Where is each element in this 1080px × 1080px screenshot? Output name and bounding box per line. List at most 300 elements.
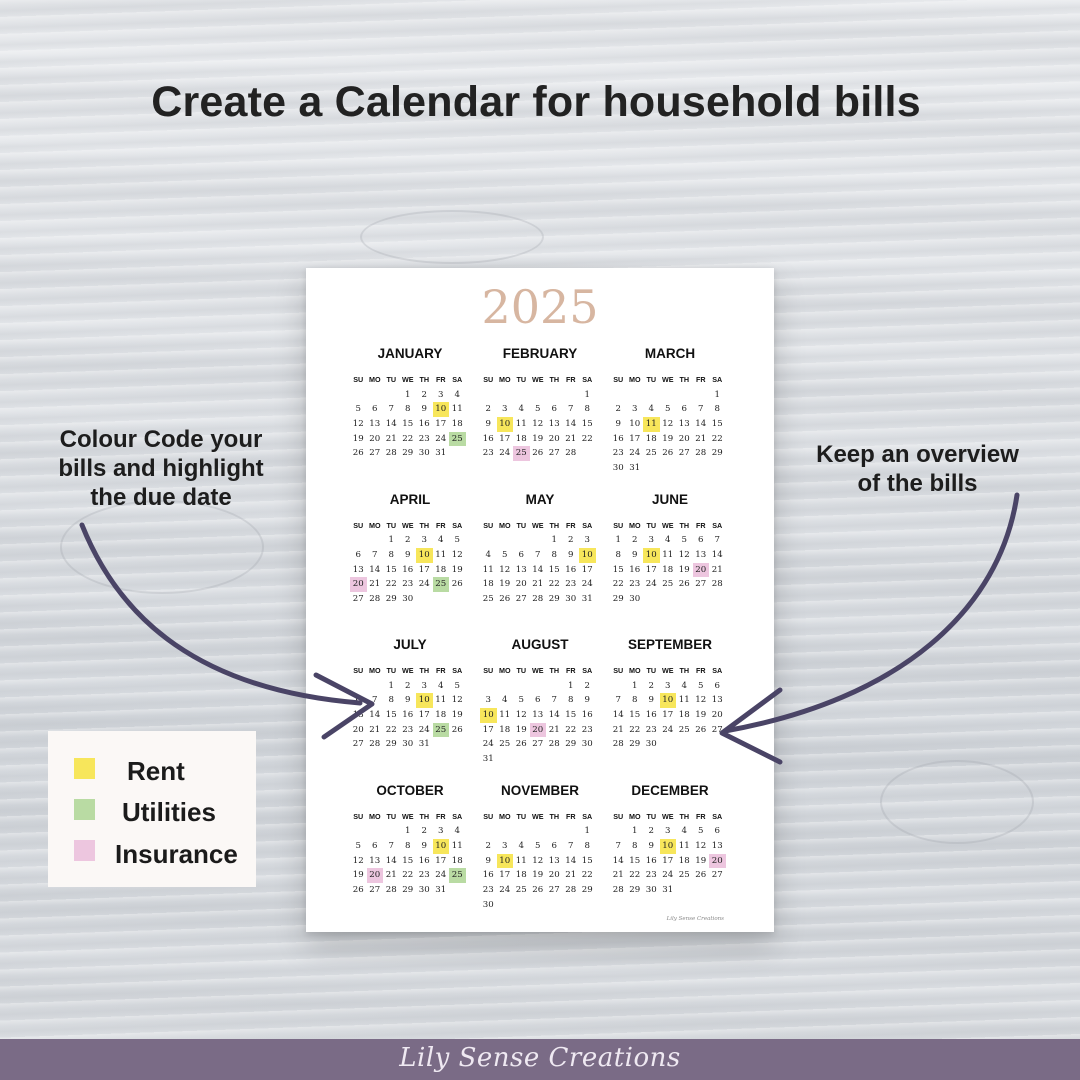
day: 11 <box>499 710 511 721</box>
day: 9 <box>405 695 411 706</box>
day: 14 <box>385 855 397 866</box>
weekday-label: TU <box>646 520 657 530</box>
day: 6 <box>714 826 720 837</box>
day: 13 <box>532 710 544 721</box>
weekday-label: TU <box>646 811 657 821</box>
day: 19 <box>695 710 707 721</box>
weekday-label: MO <box>368 811 381 821</box>
weekday-label: SU <box>613 375 624 384</box>
day: 12 <box>695 840 707 851</box>
day: 15 <box>581 855 593 866</box>
day: 19 <box>662 433 674 444</box>
day: 16 <box>645 710 657 721</box>
day: 21 <box>711 564 723 575</box>
day: 9 <box>485 419 491 430</box>
day: 12 <box>451 549 463 560</box>
day: 18 <box>451 855 463 866</box>
day-insurance: 20 <box>693 563 710 578</box>
day: 27 <box>352 739 364 750</box>
day: 19 <box>532 870 544 881</box>
day: 16 <box>565 564 577 575</box>
day: 7 <box>388 840 394 851</box>
day: 11 <box>662 549 674 560</box>
day: 27 <box>678 448 690 459</box>
month-name: NOVEMBER <box>500 782 579 798</box>
day: 24 <box>418 724 430 735</box>
day: 11 <box>451 840 463 851</box>
day: 29 <box>565 739 577 750</box>
day: 22 <box>629 870 641 881</box>
weekday-label: FR <box>565 811 576 821</box>
day: 8 <box>388 695 394 706</box>
month-name: JANUARY <box>377 346 443 361</box>
legend-swatch-utilities <box>74 799 95 820</box>
weekday-label: TU <box>386 811 397 821</box>
day: 22 <box>629 724 641 735</box>
day: 14 <box>711 549 723 560</box>
weekday-label: FR <box>695 520 706 530</box>
weekday-label: SU <box>613 666 624 675</box>
day: 9 <box>421 404 427 415</box>
day: 7 <box>568 840 574 851</box>
day: 12 <box>499 564 511 575</box>
day-rent: 10 <box>480 708 497 723</box>
day: 17 <box>662 855 674 866</box>
day: 9 <box>648 695 654 706</box>
day: 17 <box>418 710 430 721</box>
day: 6 <box>698 535 704 546</box>
day: 28 <box>532 593 544 604</box>
weekday-label: WE <box>531 666 544 675</box>
weekday-label: WE <box>401 375 414 384</box>
day: 27 <box>352 593 364 604</box>
day: 29 <box>548 593 560 604</box>
day: 26 <box>532 884 544 895</box>
day: 19 <box>515 724 527 735</box>
day: 8 <box>551 549 557 560</box>
weekday-label: FR <box>435 375 446 384</box>
day: 12 <box>352 855 364 866</box>
day: 31 <box>662 884 674 895</box>
day-utilities: 25 <box>433 723 450 738</box>
day: 13 <box>369 419 381 430</box>
day: 28 <box>548 739 560 750</box>
day: 1 <box>405 826 411 837</box>
day: 31 <box>482 754 494 765</box>
day: 17 <box>645 564 657 575</box>
callout-right-line: of the bills <box>857 470 978 497</box>
day: 26 <box>678 579 690 590</box>
day: 6 <box>372 404 378 415</box>
day-insurance: 25 <box>513 446 530 461</box>
day: 15 <box>385 564 397 575</box>
day: 7 <box>388 404 394 415</box>
day: 23 <box>402 579 414 590</box>
weekday-label: FR <box>435 520 446 530</box>
month-name: AUGUST <box>511 637 569 652</box>
day: 4 <box>454 389 460 400</box>
day: 6 <box>714 680 720 691</box>
day: 26 <box>695 870 707 881</box>
headline: Create a Calendar for household bills <box>151 78 921 126</box>
day: 30 <box>418 884 430 895</box>
day: 11 <box>482 564 494 575</box>
weekday-label: TU <box>386 666 397 675</box>
weekday-label: SA <box>452 375 463 384</box>
day: 7 <box>372 549 378 560</box>
day: 20 <box>548 433 560 444</box>
callout-right-line: Keep an overview <box>816 441 1019 468</box>
day: 2 <box>648 680 654 691</box>
day: 30 <box>418 448 430 459</box>
weekday-label: TU <box>516 375 527 384</box>
day-rent: 10 <box>497 417 514 432</box>
day: 10 <box>629 419 641 430</box>
day: 9 <box>421 840 427 851</box>
day: 17 <box>435 855 447 866</box>
day: 21 <box>532 579 544 590</box>
day: 4 <box>681 826 687 837</box>
day: 11 <box>515 855 527 866</box>
day-insurance: 20 <box>367 868 384 883</box>
day: 2 <box>405 535 411 546</box>
weekday-label: MO <box>628 520 641 530</box>
day: 19 <box>499 579 511 590</box>
day: 18 <box>435 710 447 721</box>
day: 19 <box>352 433 364 444</box>
day: 7 <box>615 840 621 851</box>
weekday-label: FR <box>435 666 446 675</box>
day: 22 <box>581 870 593 881</box>
weekday-label: FR <box>565 375 576 384</box>
month-name: JUNE <box>651 491 688 507</box>
day: 15 <box>565 710 577 721</box>
weekday-label: TU <box>516 520 527 530</box>
day: 8 <box>714 404 720 415</box>
weekday-label: TU <box>516 666 527 675</box>
day: 29 <box>612 593 624 604</box>
day: 9 <box>485 855 491 866</box>
day: 6 <box>681 404 687 415</box>
weekday-label: MO <box>498 375 511 384</box>
day: 2 <box>485 404 491 415</box>
month-name: SEPTEMBER <box>627 637 712 652</box>
day: 15 <box>385 710 397 721</box>
day: 11 <box>678 840 690 851</box>
day: 5 <box>355 404 361 415</box>
day-rent: 10 <box>643 548 660 563</box>
day: 18 <box>482 579 494 590</box>
weekday-label: TH <box>679 666 690 675</box>
day: 18 <box>678 710 690 721</box>
day: 20 <box>711 710 723 721</box>
day: 21 <box>565 870 577 881</box>
day: 24 <box>499 884 511 895</box>
day: 6 <box>551 404 557 415</box>
weekday-label: MO <box>628 375 641 384</box>
day: 23 <box>629 579 641 590</box>
callout-left-line: the due date <box>90 484 232 511</box>
day: 21 <box>369 579 381 590</box>
callout-left-line: Colour Code your <box>59 426 263 453</box>
day: 15 <box>402 855 414 866</box>
day: 19 <box>532 433 544 444</box>
weekday-label: SA <box>582 666 593 675</box>
day: 3 <box>665 680 671 691</box>
day: 28 <box>695 448 707 459</box>
month-name: MAY <box>525 491 555 507</box>
day: 7 <box>551 695 557 706</box>
weekday-label: SU <box>483 811 494 821</box>
day: 2 <box>632 535 638 546</box>
weekday-label: MO <box>368 375 381 384</box>
day: 16 <box>418 855 430 866</box>
month-name: MARCH <box>644 346 696 361</box>
day: 3 <box>648 535 654 546</box>
day: 27 <box>695 579 707 590</box>
weekday-label: FR <box>695 375 706 384</box>
day: 27 <box>548 448 560 459</box>
weekday-label: TH <box>549 811 560 821</box>
day: 13 <box>548 419 560 430</box>
brand-name: Lily Sense Creations <box>399 1043 681 1073</box>
day: 1 <box>568 680 574 691</box>
day: 4 <box>438 535 444 546</box>
day: 24 <box>435 870 447 881</box>
day: 3 <box>438 389 444 400</box>
day: 15 <box>711 419 723 430</box>
sheet-credit: Lily Sense Creations <box>666 916 724 922</box>
day: 4 <box>665 535 671 546</box>
weekday-label: SA <box>582 520 593 530</box>
day: 22 <box>402 433 414 444</box>
day: 16 <box>629 564 641 575</box>
day: 9 <box>648 840 654 851</box>
day: 6 <box>551 840 557 851</box>
day: 14 <box>369 710 381 721</box>
day: 15 <box>612 564 624 575</box>
day-insurance: 20 <box>530 723 547 738</box>
day: 29 <box>581 884 593 895</box>
day: 22 <box>402 870 414 881</box>
day: 2 <box>421 389 427 400</box>
day: 4 <box>518 840 524 851</box>
day: 24 <box>435 433 447 444</box>
weekday-label: FR <box>435 811 446 821</box>
day: 29 <box>385 593 397 604</box>
day: 3 <box>485 695 491 706</box>
day: 7 <box>535 549 541 560</box>
day: 22 <box>385 724 397 735</box>
day: 12 <box>532 855 544 866</box>
legend-label-insurance: Insurance <box>115 839 238 869</box>
day: 5 <box>681 535 687 546</box>
day: 27 <box>515 593 527 604</box>
day: 2 <box>568 535 574 546</box>
weekday-label: SA <box>712 375 723 384</box>
day: 24 <box>482 739 494 750</box>
day: 19 <box>695 855 707 866</box>
day: 13 <box>369 855 381 866</box>
day: 5 <box>355 840 361 851</box>
callout-left-line: bills and highlight <box>58 455 264 482</box>
day: 17 <box>418 564 430 575</box>
day: 16 <box>482 870 494 881</box>
weekday-label: TH <box>549 520 560 530</box>
day: 2 <box>648 826 654 837</box>
day: 26 <box>532 448 544 459</box>
day: 21 <box>369 724 381 735</box>
weekday-label: FR <box>565 520 576 530</box>
day: 8 <box>632 695 638 706</box>
day: 29 <box>385 739 397 750</box>
day: 22 <box>612 579 624 590</box>
day: 5 <box>535 840 541 851</box>
day: 13 <box>711 695 723 706</box>
day-rent: 10 <box>660 839 677 854</box>
day: 23 <box>482 448 494 459</box>
day: 30 <box>645 884 657 895</box>
day: 17 <box>499 870 511 881</box>
weekday-label: MO <box>628 811 641 821</box>
day: 26 <box>451 724 463 735</box>
day: 19 <box>352 870 364 881</box>
day: 25 <box>678 724 690 735</box>
day: 26 <box>451 579 463 590</box>
weekday-label: TH <box>419 375 430 384</box>
day: 12 <box>352 419 364 430</box>
day: 3 <box>584 535 590 546</box>
weekday-label: SU <box>353 666 364 675</box>
day: 5 <box>698 826 704 837</box>
weekday-label: SA <box>452 520 463 530</box>
weekday-label: WE <box>531 811 544 821</box>
day: 21 <box>385 870 397 881</box>
day: 4 <box>681 680 687 691</box>
weekday-label: WE <box>401 811 414 821</box>
day: 26 <box>352 448 364 459</box>
month-name: FEBRUARY <box>502 346 578 361</box>
day: 17 <box>662 710 674 721</box>
day: 31 <box>435 884 447 895</box>
day: 28 <box>385 448 397 459</box>
day: 5 <box>665 404 671 415</box>
day: 29 <box>711 448 723 459</box>
day: 21 <box>385 433 397 444</box>
weekday-label: MO <box>498 811 511 821</box>
day: 25 <box>645 448 657 459</box>
day: 8 <box>568 695 574 706</box>
day: 8 <box>405 404 411 415</box>
day: 28 <box>612 884 624 895</box>
day: 12 <box>451 695 463 706</box>
day: 1 <box>632 826 638 837</box>
day: 3 <box>421 535 427 546</box>
day: 16 <box>645 855 657 866</box>
day: 22 <box>711 433 723 444</box>
day: 3 <box>502 840 508 851</box>
weekday-label: TH <box>419 666 430 675</box>
day: 18 <box>662 564 674 575</box>
month-name: OCTOBER <box>376 782 444 798</box>
day: 27 <box>369 884 381 895</box>
day: 12 <box>532 419 544 430</box>
day: 6 <box>372 840 378 851</box>
day: 15 <box>629 855 641 866</box>
weekday-label: FR <box>565 666 576 675</box>
day: 26 <box>515 739 527 750</box>
day: 12 <box>515 710 527 721</box>
day: 4 <box>485 549 491 560</box>
day: 5 <box>454 535 460 546</box>
day: 13 <box>352 710 364 721</box>
day: 17 <box>482 724 494 735</box>
day: 8 <box>632 840 638 851</box>
day: 17 <box>435 419 447 430</box>
day: 5 <box>535 404 541 415</box>
day: 23 <box>565 579 577 590</box>
day: 22 <box>565 724 577 735</box>
day: 14 <box>695 419 707 430</box>
day: 27 <box>532 739 544 750</box>
legend-swatch-rent <box>74 758 95 779</box>
calendar-year: 2025 <box>481 280 599 334</box>
day: 23 <box>645 724 657 735</box>
day: 21 <box>565 433 577 444</box>
weekday-label: WE <box>531 375 544 384</box>
day: 4 <box>518 404 524 415</box>
day: 4 <box>454 826 460 837</box>
weekday-label: SA <box>452 811 463 821</box>
month-name: APRIL <box>389 491 431 507</box>
day: 1 <box>405 389 411 400</box>
day: 25 <box>678 870 690 881</box>
weekday-label: SA <box>712 666 723 675</box>
day: 2 <box>485 840 491 851</box>
day: 16 <box>418 419 430 430</box>
day: 4 <box>648 404 654 415</box>
day: 28 <box>369 739 381 750</box>
day: 28 <box>385 884 397 895</box>
weekday-label: SU <box>613 811 624 821</box>
day: 27 <box>711 870 723 881</box>
day: 1 <box>388 535 394 546</box>
day: 25 <box>482 593 494 604</box>
day: 13 <box>695 549 707 560</box>
weekday-label: WE <box>531 520 544 530</box>
weekday-label: TU <box>646 375 657 384</box>
left-arrowhead-icon <box>316 675 372 737</box>
day: 19 <box>678 564 690 575</box>
day: 11 <box>435 549 447 560</box>
day: 21 <box>612 724 624 735</box>
day: 30 <box>612 463 624 474</box>
day: 18 <box>515 870 527 881</box>
day: 9 <box>615 419 621 430</box>
day: 9 <box>584 695 590 706</box>
day: 1 <box>388 680 394 691</box>
day: 1 <box>551 535 557 546</box>
day: 4 <box>502 695 508 706</box>
day-rent: 10 <box>416 548 433 563</box>
day: 17 <box>581 564 593 575</box>
day: 7 <box>615 695 621 706</box>
day: 16 <box>402 710 414 721</box>
weekday-label: TH <box>679 811 690 821</box>
day: 25 <box>499 739 511 750</box>
day: 6 <box>355 549 361 560</box>
day-insurance: 20 <box>709 854 726 869</box>
